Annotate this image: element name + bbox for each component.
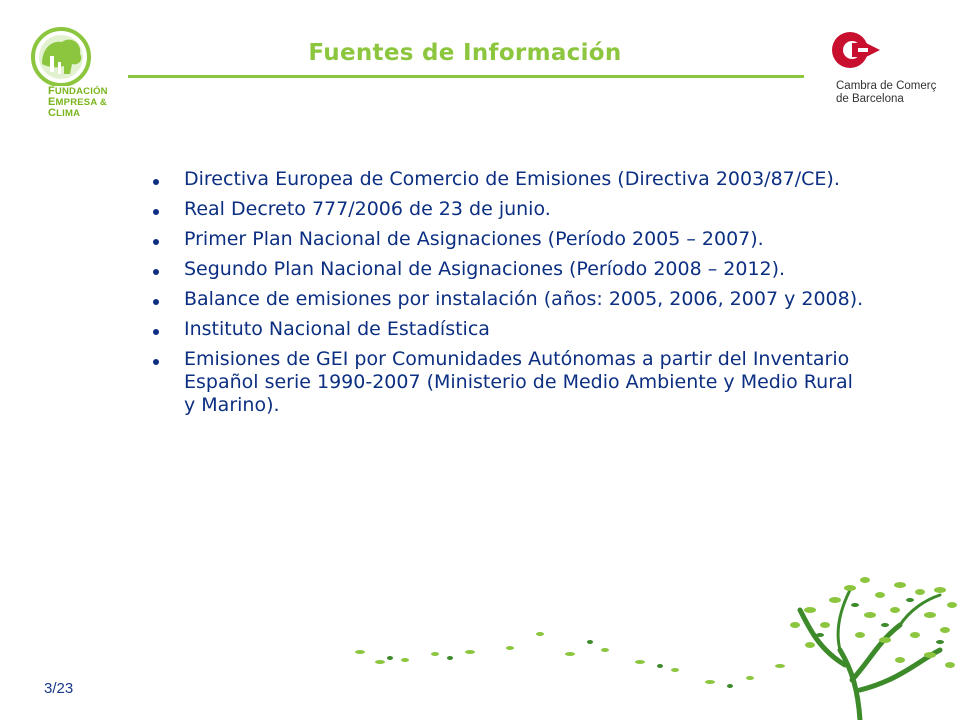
list-item-text: Emisiones de GEI por Comunidades Autónomas a partir del Inventario Español serie 1990-2007 (Ministerio de Medio Ambiente y Medio Rural y Marino). (184, 348, 853, 416)
sources-list (150, 168, 870, 424)
page-number: 3/23 (44, 680, 74, 697)
list-item (150, 318, 870, 341)
bullet-icon (153, 179, 159, 185)
list-item (150, 348, 870, 417)
list-item (150, 168, 870, 191)
list-item-text: Real Decreto 777/2006 de 23 de junio. (184, 198, 551, 220)
logo-line: EMPRESA & (48, 96, 107, 108)
list-item-text: Directiva Europea de Comercio de Emisiones (Directiva 2003/87/CE). (184, 168, 840, 190)
slide-title: Fuentes de Información (308, 40, 622, 66)
tree-globe-icon (28, 24, 98, 86)
cambra-comerc-logo (828, 28, 948, 108)
bullet-icon (153, 329, 159, 335)
bullet-icon (153, 269, 159, 275)
list-item (150, 288, 870, 311)
tree-decoration-icon (340, 570, 960, 720)
list-item-text: Segundo Plan Nacional de Asignaciones (Período 2008 – 2012). (184, 258, 786, 280)
cambra-wordmark (836, 80, 956, 106)
logo-line: FUNDACIÓN (48, 85, 108, 97)
bullet-icon (153, 299, 159, 305)
bullet-icon (153, 239, 159, 245)
logo-left-wordmark (48, 86, 138, 119)
bullet-icon (153, 359, 159, 365)
cambra-line-2: de Barcelona (836, 93, 904, 105)
bullet-icon (153, 209, 159, 215)
logo-line: CLIMA (48, 107, 81, 119)
fundacion-empresa-clima-logo (28, 24, 128, 124)
cambra-c-icon (828, 28, 888, 78)
list-item-text: Balance de emisiones por instalación (años: 2005, 2006, 2007 y 2008). (184, 288, 864, 310)
list-item-text: Primer Plan Nacional de Asignaciones (Período 2005 – 2007). (184, 228, 764, 250)
cambra-line-1: Cambra de Comerç (836, 80, 937, 92)
list-item (150, 228, 870, 251)
list-item (150, 258, 870, 281)
title-underline (128, 75, 804, 78)
list-item (150, 198, 870, 221)
list-item-text: Instituto Nacional de Estadística (184, 318, 490, 340)
